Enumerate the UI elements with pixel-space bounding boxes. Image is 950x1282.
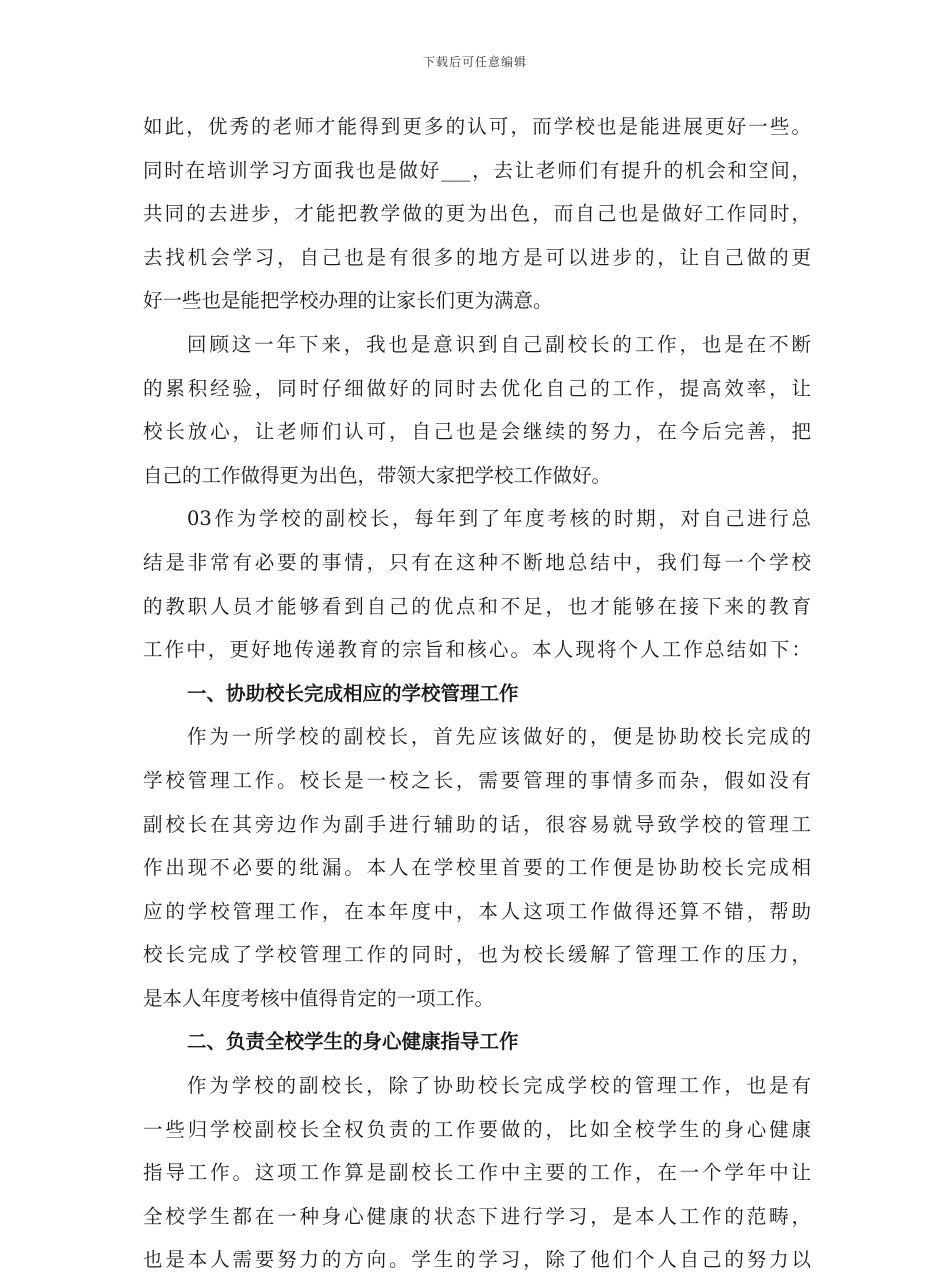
text-line: 结是非常有必要的事情，只有在这种不断地总结中，我们每一个学校 xyxy=(143,550,811,574)
section-heading: 一、协助校长完成相应的学校管理工作 xyxy=(187,681,519,705)
document-body xyxy=(143,105,811,1282)
text-line: 作为一所学校的副校长，首先应该做好的，便是协助校长完成的 xyxy=(187,725,811,749)
text-line: 应的学校管理工作，在本年度中，本人这项工作做得还算不错，帮助 xyxy=(143,899,811,923)
text-line: 共同的去进步，才能把教学做的更为出色，而自己也是做好工作同时， xyxy=(143,202,811,226)
text-line: 作出现不必要的纰漏。本人在学校里首要的工作便是协助校长完成相 xyxy=(143,856,811,880)
text-line: 也是本人需要努力的方向。学生的学习，除了他们个人自己的努力以 xyxy=(143,1248,811,1272)
text-line: 回顾这一年下来，我也是意识到自己副校长的工作，也是在不断 xyxy=(187,332,811,356)
text-line: 全校学生都在一种身心健康的状态下进行学习，是本人工作的范畴， xyxy=(143,1204,811,1228)
text-line: 03作为学校的副校长，每年到了年度考核的时期，对自己进行总 xyxy=(187,507,811,531)
text-line: 校长放心，让老师们认可，自己也是会继续的努力，在今后完善，把 xyxy=(143,420,811,444)
text-line: 是本人年度考核中值得肯定的一项工作。 xyxy=(143,986,495,1010)
text-line: 自己的工作做得更为出色，带领大家把学校工作做好。 xyxy=(143,463,612,487)
text-line: 去找机会学习，自己也是有很多的地方是可以进步的，让自己做的更 xyxy=(143,245,811,269)
text-line: 好一些也是能把学校办理的让家长们更为满意。 xyxy=(143,289,553,313)
text-line: 副校长在其旁边作为副手进行辅助的话，很容易就导致学校的管理工 xyxy=(143,812,811,836)
text-line: 作为学校的副校长，除了协助校长完成学校的管理工作，也是有 xyxy=(187,1074,811,1098)
page-header: 下载后可任意编辑 xyxy=(422,55,527,69)
text-line: 工作中，更好地传递教育的宗旨和核心。本人现将个人工作总结如下： xyxy=(143,638,811,662)
text-line: 的累积经验，同时仔细做好的同时去优化自己的工作，提高效率，让 xyxy=(143,376,811,400)
text-line: 一些归学校副校长全权负责的工作要做的，比如全校学生的身心健康 xyxy=(143,1117,811,1141)
text-line: 学校管理工作。校长是一校之长，需要管理的事情多而杂，假如没有 xyxy=(143,768,811,792)
text-line: 校长完成了学校管理工作的同时，也为校长缓解了管理工作的压力， xyxy=(143,943,811,967)
text-line: 同时在培训学习方面我也是做好___，去让老师们有提升的机会和空间， xyxy=(143,158,811,182)
text-line: 的教职人员才能够看到自己的优点和不足，也才能够在接下来的教育 xyxy=(143,594,811,618)
section-heading: 二、负责全校学生的身心健康指导工作 xyxy=(187,1030,519,1054)
text-line: 如此，优秀的老师才能得到更多的认可，而学校也是能进展更好一些。 xyxy=(143,115,811,138)
text-line: 指导工作。这项工作算是副校长工作中主要的工作，在一个学年中让 xyxy=(143,1161,811,1185)
